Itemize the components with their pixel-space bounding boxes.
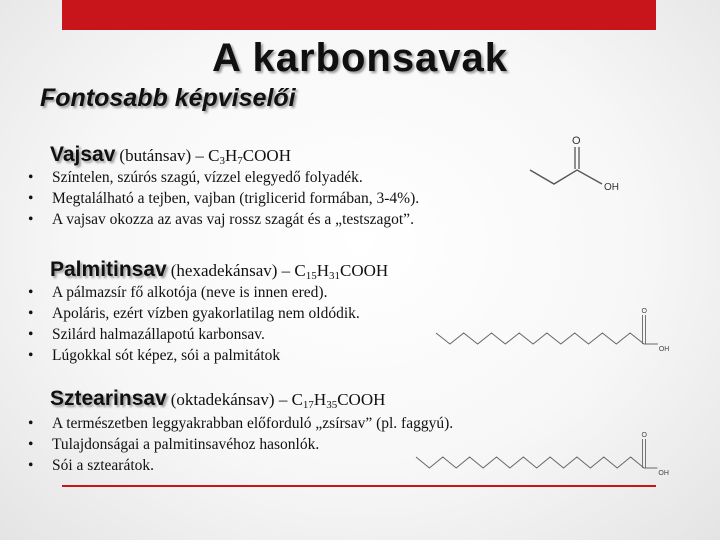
- top-accent-bar: [62, 0, 656, 30]
- atom-label-oh: OH: [658, 470, 669, 477]
- acid-name: Palmitinsav: [50, 258, 167, 281]
- list-item: • Apoláris, ezért vízben gyakorlatilag nem oldódik.: [28, 303, 360, 324]
- carbon-chain: [530, 170, 602, 184]
- acid-formula: $C_{17}H_{35}COOH$: [291, 390, 386, 411]
- carbon-chain: [436, 333, 658, 344]
- slide-subtitle: Fontosabb képviselői: [40, 84, 296, 112]
- acid-formula: $C_3H_7COOH$: [208, 146, 291, 167]
- section-heading-vajsav: [50, 143, 291, 167]
- atom-label-o: O: [641, 308, 647, 315]
- butyric-acid-structure: [524, 132, 624, 194]
- list-item: • Lúgokkal sót képez, sói a palmitátok: [28, 345, 360, 366]
- carbon-chain: [416, 457, 657, 468]
- bullet-list-palmitinsav: [28, 282, 360, 366]
- acid-systematic-name: (hexadekánsav) – $C_{15}H_{31}COOH$: [170, 261, 389, 282]
- acid-name: Vajsav: [50, 143, 116, 166]
- list-item: • Színtelen, szúrós szagú, vízzel elegyedő folyadék.: [28, 167, 419, 188]
- atom-label-o: O: [641, 432, 647, 439]
- list-item: • Sói a sztearátok.: [28, 455, 453, 476]
- list-item: • A vajsav okozza az avas vaj rossz szagát és a „testszagot”.: [28, 209, 419, 230]
- bottom-accent-line: [62, 485, 656, 487]
- acid-systematic-name: (butánsav) – $C_3H_7COOH$: [119, 146, 291, 167]
- list-item: • A természetben leggyakrabban előforduló „zsírsav” (pl. faggyú).: [28, 413, 453, 434]
- section-heading-palmitinsav: [50, 258, 388, 282]
- bullet-list-vajsav: [28, 167, 419, 230]
- list-item: • Megtalálható a tejben, vajban (triglicerid formában, 3-4%).: [28, 188, 419, 209]
- atom-label-oh: OH: [604, 182, 619, 193]
- bullet-list-sztearinsav: [28, 413, 453, 476]
- list-item: • A pálmazsír fő alkotója (neve is innen ered).: [28, 282, 360, 303]
- acid-formula: $C_{15}H_{31}COOH$: [294, 261, 389, 282]
- acid-systematic-name: (oktadekánsav) – $C_{17}H_{35}COOH$: [170, 390, 386, 411]
- section-heading-sztearinsav: [50, 387, 385, 411]
- slide-title: A karbonsavak: [211, 36, 509, 80]
- atom-label-o: O: [572, 135, 581, 147]
- stearic-acid-structure: [412, 430, 669, 480]
- acid-name: Sztearinsav: [50, 387, 167, 410]
- palmitic-acid-structure: [432, 306, 670, 356]
- atom-label-oh: OH: [658, 346, 670, 353]
- list-item: • Tulajdonságai a palmitinsavéhoz hasonlók.: [28, 434, 453, 455]
- list-item: • Szilárd halmazállapotú karbonsav.: [28, 324, 360, 345]
